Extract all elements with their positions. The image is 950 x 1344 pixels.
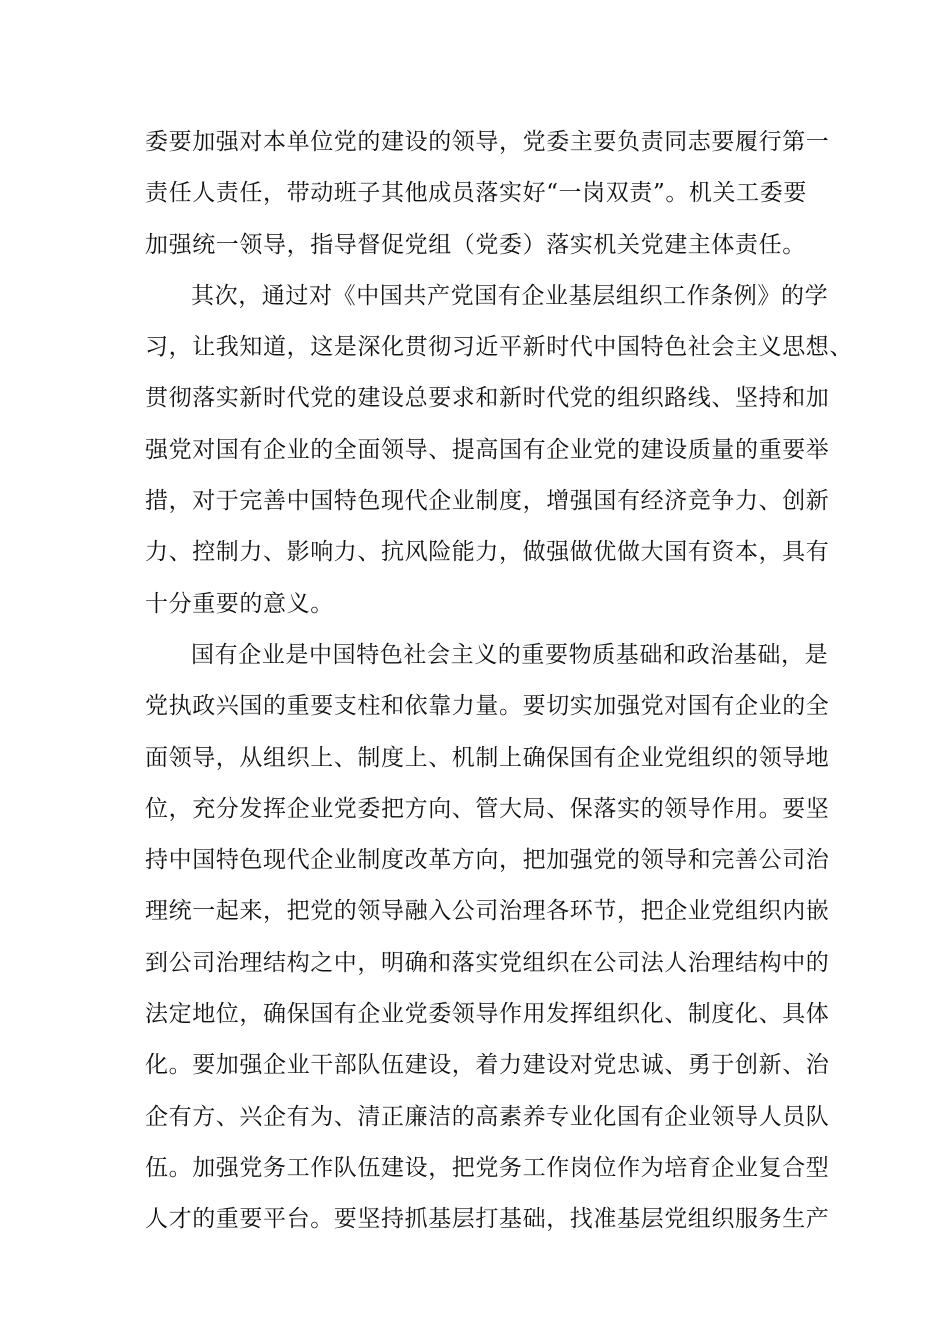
text-line: 位，充分发挥企业党委把方向、管大局、保落实的领导作用。要坚	[145, 795, 830, 822]
text-line: 措，对于完善中国特色现代企业制度，增强国有经济竞争力、创新	[145, 488, 830, 515]
paragraph-first-line: 国有企业是中国特色社会主义的重要物质基础和政治基础，是	[191, 641, 829, 668]
text-line: 贯彻落实新时代党的建设总要求和新时代党的组织路线、坚持和加	[145, 385, 830, 412]
text-line: 理统一起来，把党的领导融入公司治理各环节，把企业党组织内嵌	[145, 898, 830, 925]
text-line: 法定地位，确保国有企业党委领导作用发挥组织化、制度化、具体	[145, 1001, 830, 1028]
text-line: 面领导，从组织上、制度上、机制上确保国有企业党组织的领导地	[145, 744, 830, 771]
text-line: 企有方、兴企有为、清正廉洁的高素养专业化国有企业领导人员队	[145, 1103, 830, 1130]
text-line: 伍。加强党务工作队伍建设，把党务工作岗位作为培育企业复合型	[145, 1154, 830, 1181]
text-line: 习，让我知道，这是深化贯彻习近平新时代中国特色社会主义思想、	[145, 334, 853, 361]
paragraph-first-line: 其次，通过对《中国共产党国有企业基层组织工作条例》的学	[191, 282, 829, 309]
text-line: 到公司治理结构之中，明确和落实党组织在公司法人治理结构中的	[145, 949, 830, 976]
text-line: 责任人责任，带动班子其他成员落实好“一岗双责”。机关工委要	[145, 180, 807, 207]
text-line: 持中国特色现代企业制度改革方向，把加强党的领导和完善公司治	[145, 847, 830, 874]
text-line: 党执政兴国的重要支柱和依靠力量。要切实加强党对国有企业的全	[145, 693, 830, 720]
text-line: 十分重要的意义。	[145, 590, 334, 617]
text-line: 强党对国有企业的全面领导、提高国有企业党的建设质量的重要举	[145, 436, 830, 463]
text-line: 委要加强对本单位党的建设的领导，党委主要负责同志要履行第一	[145, 129, 830, 155]
text-line: 人才的重要平台。要坚持抓基层打基础，找准基层党组织服务生产	[145, 1206, 830, 1233]
text-line: 加强统一领导，指导督促党组（党委）落实机关党建主体责任。	[145, 231, 806, 258]
text-line: 化。要加强企业干部队伍建设，着力建设对党忠诚、勇于创新、治	[145, 1052, 830, 1079]
body-text	[145, 117, 853, 1246]
text-line: 力、控制力、影响力、抗风险能力，做强做优做大国有资本，具有	[145, 539, 830, 566]
